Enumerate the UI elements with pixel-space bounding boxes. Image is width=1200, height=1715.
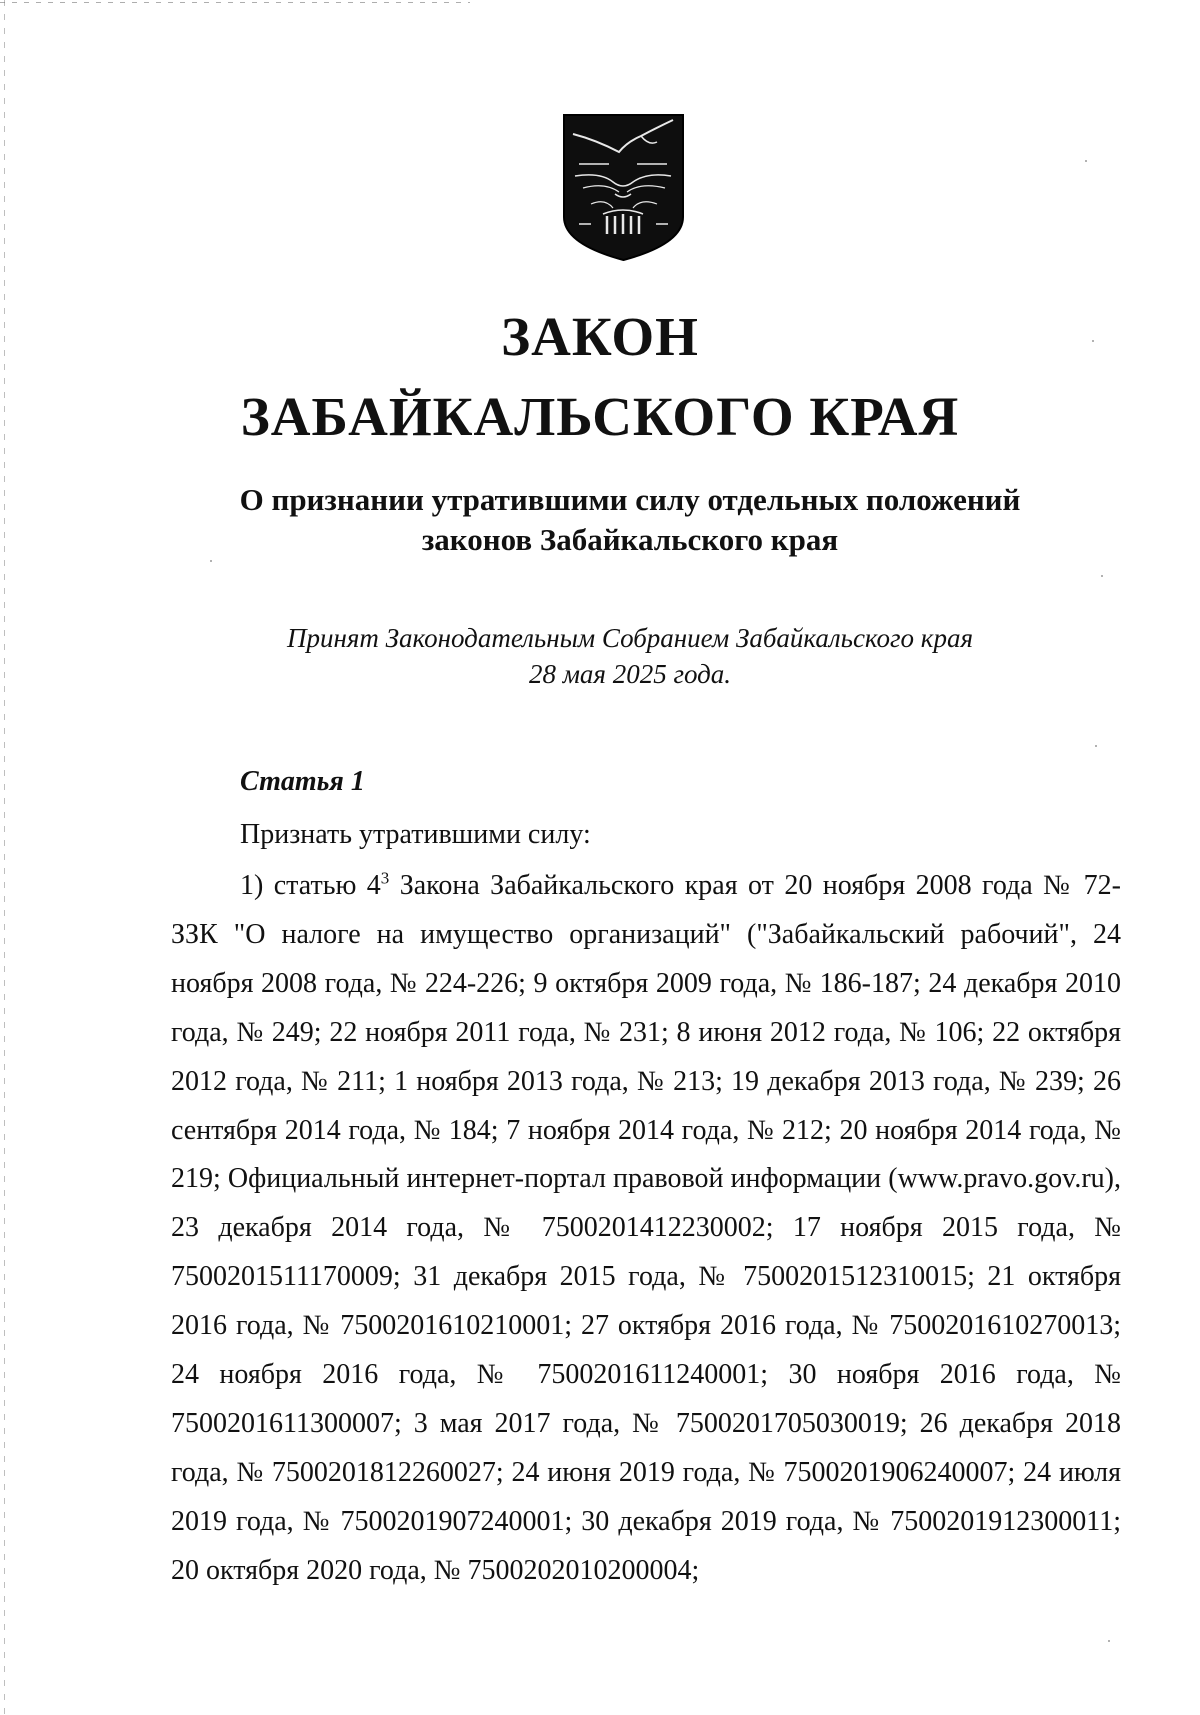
adoption-note [150,620,1110,692]
scan-speck [210,560,212,562]
law-region-title: ЗАБАЙКАЛЬСКОГО КРАЯ [240,386,960,447]
law-title: ЗАКОН [501,306,699,367]
article-1-heading: Статья 1 [240,766,365,797]
adoption-date: 28 мая 2025 года. [528,659,732,689]
item-1-text: Законa Забайкальского края от 20 ноября 2008 года № 72-ЗЗК "О налоге на имущество организаций" ("Забайкальский рабочий", 24 ноября 2008 года, № 224-226; 9 октября 2009 года, № 186-187; 24 декабря 2010 года, № 249; 22 ноября 2011 года, № 231; 8 июня 2012 года, № 106; 22 октября 2012 года, № 211; 1 ноября 2013 года, № 213; 19 декабря 2013 года, № 239; 26 сентября 2014 года, № 184; 7 ноября 2014 года, № 212; 20 ноября 2014 года, № 219; Официальный интернет-портал правовой информации (www.pravo.gov.ru), 23 декабря 2014 года, № 7500201412230002; 17 ноября 2015 года, № 7500201511170009; 31 декабря 2015 года, № 7500201512310015; 21 октября 2016 года, № 7500201610210001; 27 октября 2016 года, № 7500201610270013; 24 ноября 2016 года, № 7500201611240001; 30 ноября 2016 года, № 7500201611300007; 3 мая 2017 года, № 7500201705030019; 26 декабря 2018 года, № 7500201812260027; 24 июня 2019 года, № 7500201906240007; 24 июля 2019 года, № 7500201907240001; 30 декабря 2019 года, № 7500201912300011; 20 октября 2020 года, № 7500202010200004; [171,870,1121,1586]
zabaykalsky-krai-coat-of-arms-icon [561,112,686,262]
scan-speck [1095,745,1097,747]
law-subject-line-2: законов Забайкальского края [421,522,839,557]
article-1-item-1 [171,862,1121,1596]
scan-speck [1108,1640,1110,1642]
law-subject-line-1: О признании утратившими силу отдельных положений [239,482,1021,517]
scan-edge-left [4,0,5,1715]
law-subject [150,480,1110,560]
scan-speck [1101,575,1103,577]
scan-edge-top [0,2,470,3]
article-1-intro: Признать утратившими силу: [240,819,591,850]
adoption-note-line-1: Принят Законодательным Собранием Забайкальского края [286,623,973,653]
item-1-prefix: 1) статью 4 [240,870,381,901]
scan-speck [1085,160,1087,162]
item-1-superscript: 3 [380,868,390,888]
